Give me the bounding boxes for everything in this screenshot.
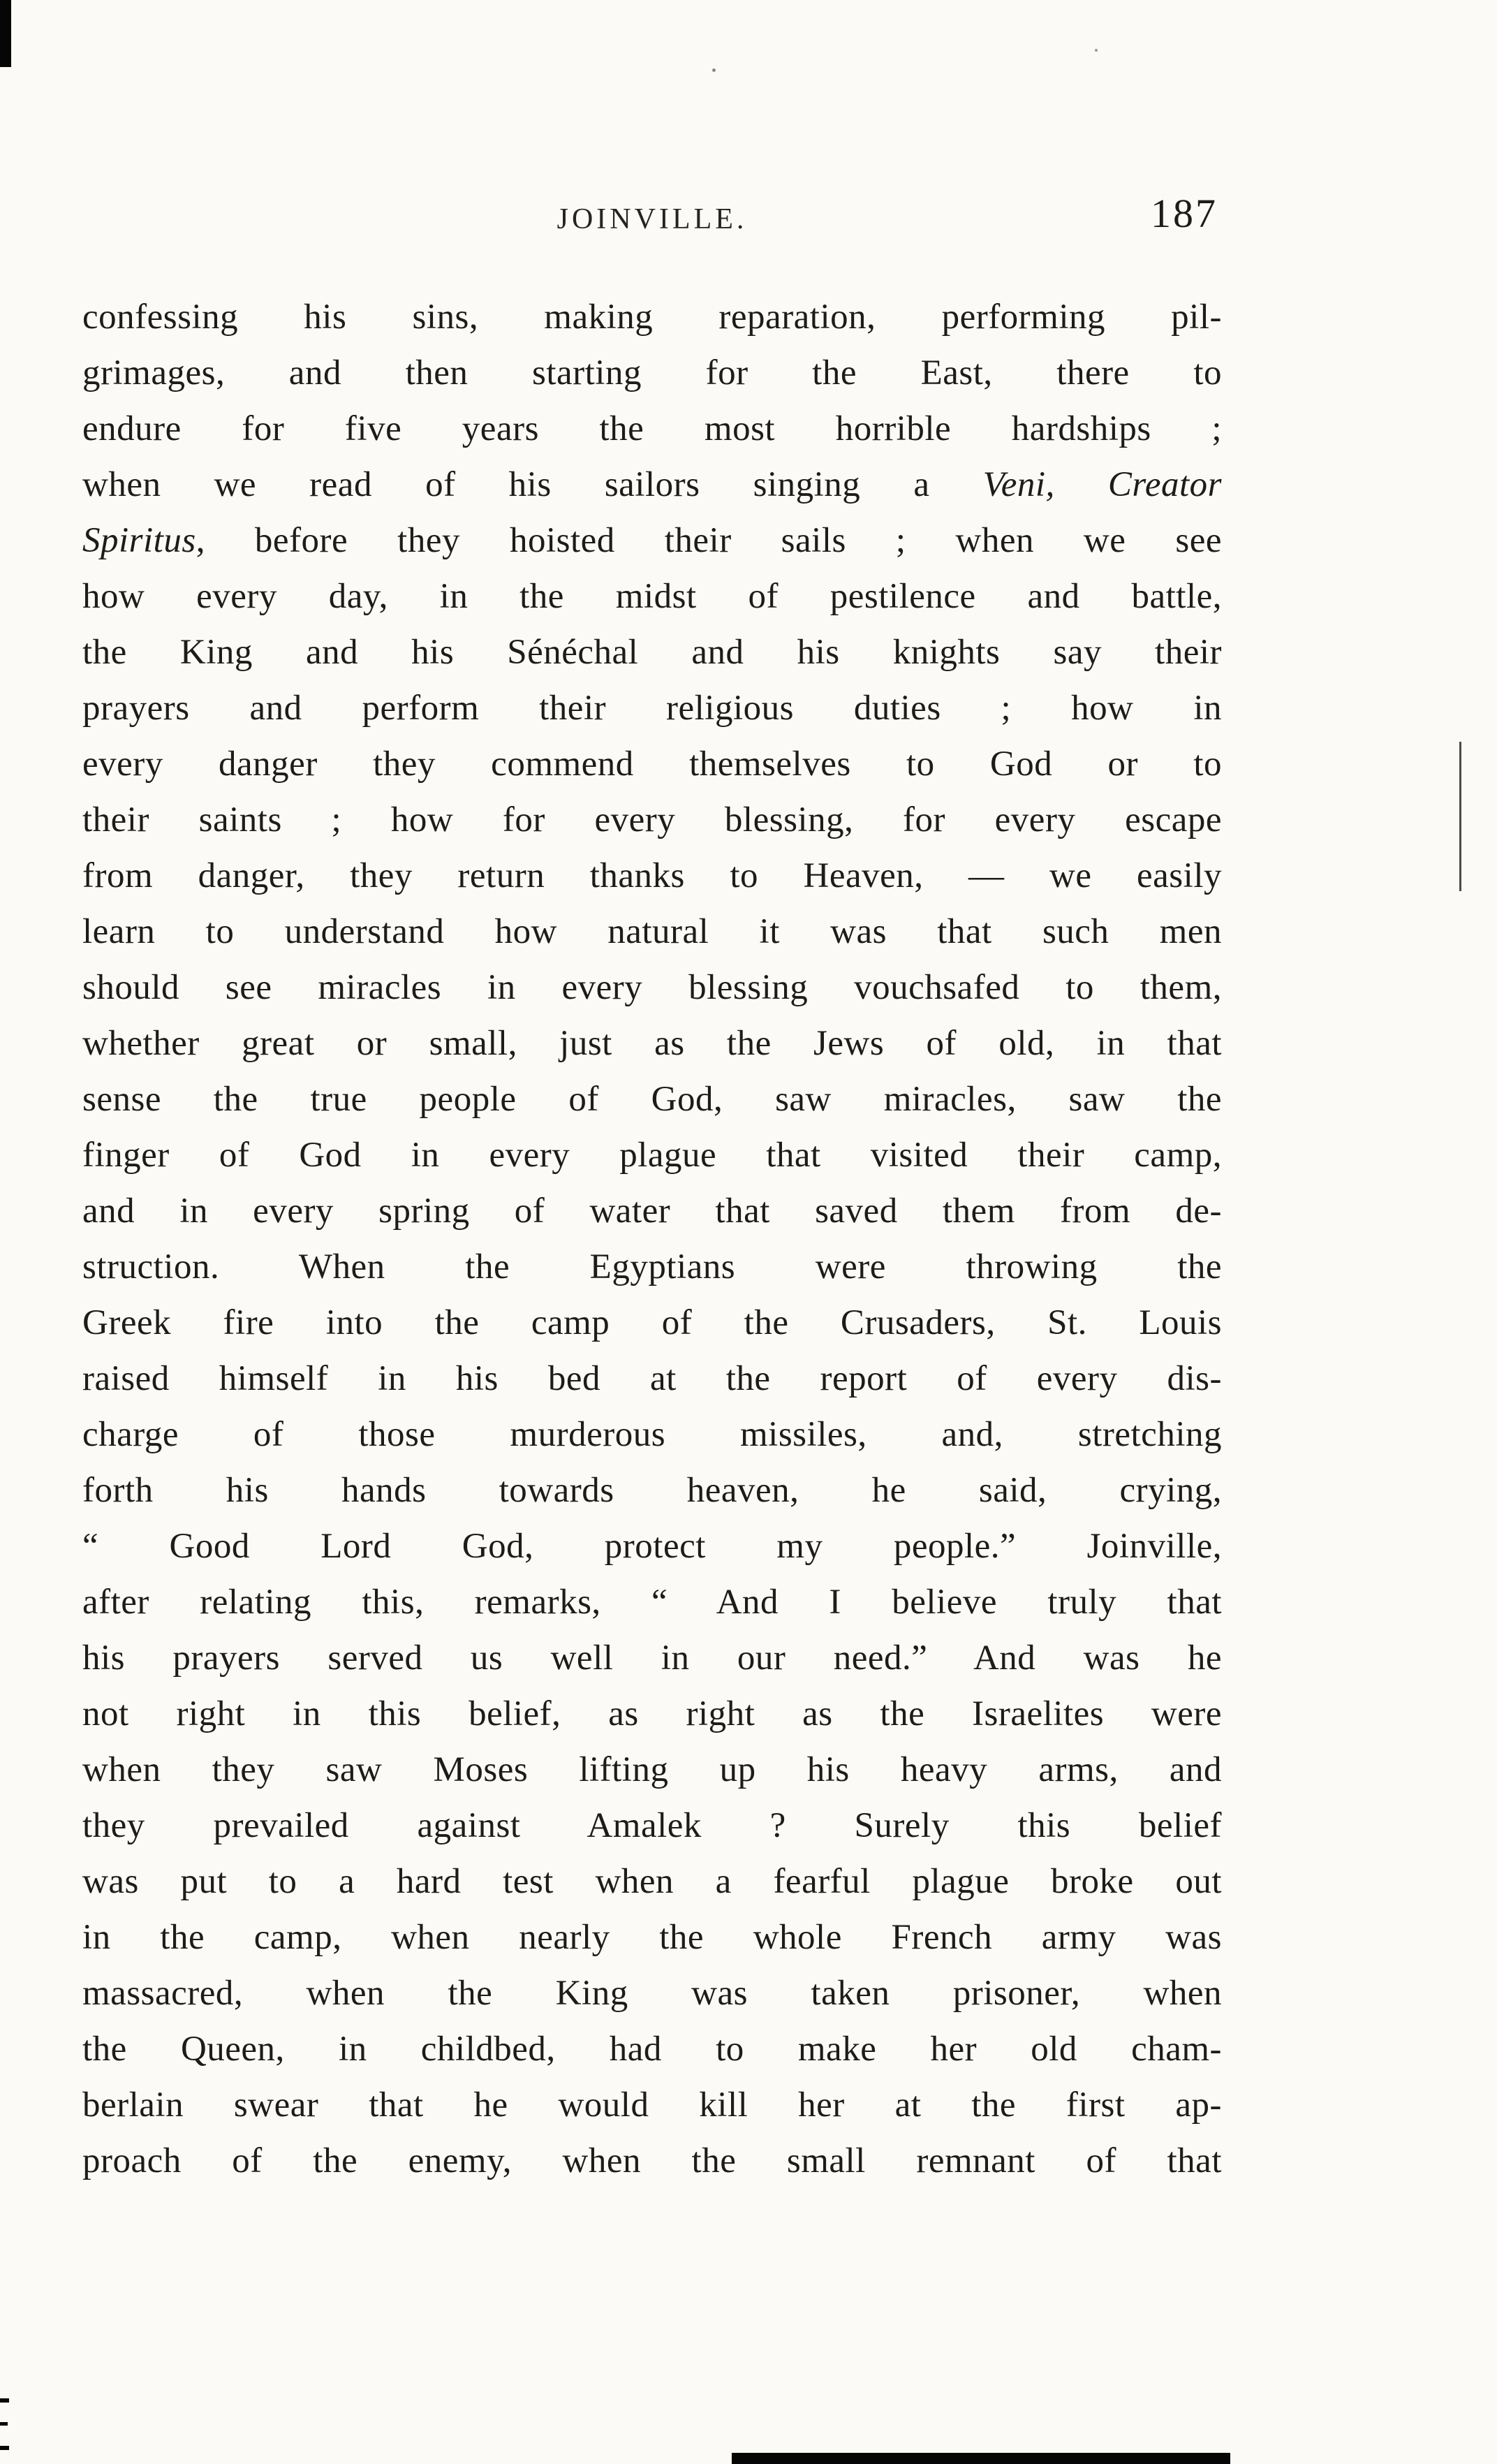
text-line: learn to understand how natural it was that such men bbox=[82, 912, 1222, 951]
page-number: 187 bbox=[1151, 191, 1218, 236]
text-line: from danger, they return thanks to Heaven, — we easily bbox=[82, 856, 1222, 895]
scan-artifact-top-left-bar bbox=[0, 0, 11, 67]
text-line: every danger they commend themselves to God or to bbox=[82, 745, 1222, 784]
text-line: they prevailed against Amalek ? Surely this belief bbox=[82, 1806, 1222, 1845]
text-line: struction. When the Egyptians were throwing the bbox=[82, 1247, 1222, 1286]
text-line: the Queen, in childbed, had to make her old cham- bbox=[82, 2030, 1222, 2069]
text-line: sense the true people of God, saw miracles, saw the bbox=[82, 1080, 1222, 1119]
text-line: was put to a hard test when a fearful plague broke out bbox=[82, 1862, 1222, 1901]
page-header bbox=[84, 191, 1221, 246]
text-line: prayers and perform their religious duties ; how in bbox=[82, 689, 1222, 728]
scan-artifact-left-tick bbox=[0, 2398, 9, 2403]
text-line: their saints ; how for every blessing, for every escape bbox=[82, 800, 1222, 839]
scan-artifact-right-hairline bbox=[1459, 742, 1461, 891]
text-line: and in every spring of water that saved them from de- bbox=[82, 1191, 1222, 1231]
text-line: grimages, and then starting for the East, there to bbox=[82, 353, 1222, 393]
scan-artifact-speck bbox=[712, 68, 716, 72]
text-line: Spiritus, before they hoisted their sails ; when we see bbox=[82, 521, 1222, 560]
text-line: confessing his sins, making reparation, performing pil- bbox=[82, 298, 1222, 337]
text-line: in the camp, when nearly the whole French army was bbox=[82, 1918, 1222, 1957]
text-line: the King and his Sénéchal and his knights say their bbox=[82, 633, 1222, 672]
text-line: raised himself in his bed at the report of every dis- bbox=[82, 1359, 1222, 1398]
text-line: charge of those murderous missiles, and, stretching bbox=[82, 1415, 1222, 1454]
text-line: not right in this belief, as right as the Israelites were bbox=[82, 1694, 1222, 1733]
text-line: should see miracles in every blessing vouchsafed to them, bbox=[82, 968, 1222, 1007]
text-line: “ Good Lord God, protect my people.” Joinville, bbox=[82, 1527, 1222, 1566]
running-title: JOINVILLE. bbox=[556, 203, 748, 235]
text-line: finger of God in every plague that visited their camp, bbox=[82, 1136, 1222, 1175]
text-line: berlain swear that he would kill her at the first ap- bbox=[82, 2085, 1222, 2125]
scan-artifact-left-tick bbox=[0, 2446, 9, 2450]
scan-artifact-left-tick bbox=[0, 2422, 8, 2426]
text-line: Greek fire into the camp of the Crusaders, St. Louis bbox=[82, 1303, 1222, 1342]
scan-artifact-bottom-bar bbox=[732, 2453, 1230, 2464]
text-line: whether great or small, just as the Jews of old, in that bbox=[82, 1024, 1222, 1063]
page-body bbox=[82, 289, 1222, 2189]
text-line: forth his hands towards heaven, he said, crying, bbox=[82, 1471, 1222, 1510]
text-line: his prayers served us well in our need.” And was he bbox=[82, 1638, 1222, 1678]
text-line: proach of the enemy, when the small remnant of that bbox=[82, 2141, 1222, 2180]
scan-artifact-speck bbox=[1095, 49, 1098, 52]
text-line: when we read of his sailors singing a Veni, Creator bbox=[82, 465, 1222, 504]
text-line: after relating this, remarks, “ And I believe truly that bbox=[82, 1583, 1222, 1622]
text-line: endure for five years the most horrible hardships ; bbox=[82, 409, 1222, 448]
text-line: how every day, in the midst of pestilence and battle, bbox=[82, 577, 1222, 616]
text-line: massacred, when the King was taken prisoner, when bbox=[82, 1974, 1222, 2013]
text-line: when they saw Moses lifting up his heavy arms, and bbox=[82, 1750, 1222, 1789]
